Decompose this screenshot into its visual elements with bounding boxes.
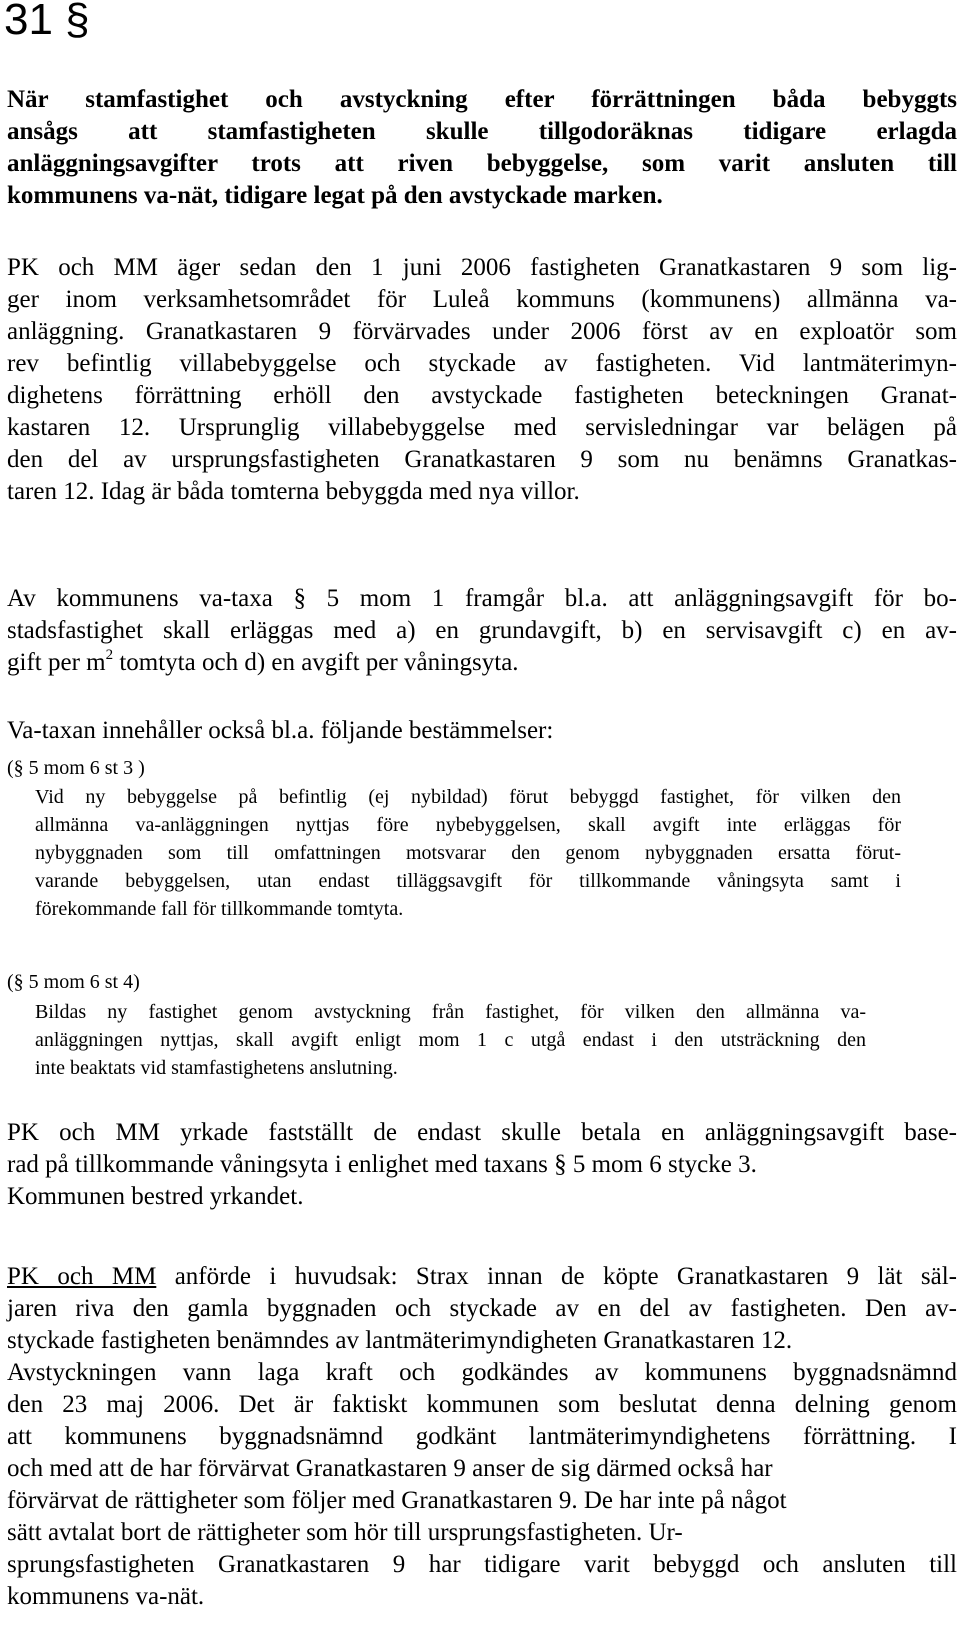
tariff-line: stadsfastighet skall erläggas med a) en grundavgift, b) en servisavgift c) en av- <box>7 617 957 644</box>
superscript: 2 <box>105 647 114 663</box>
quote-line: Vid ny bebyggelse på befintlig (ej nybildad) förut bebyggd fastighet, för vilken den <box>35 786 901 808</box>
summary-line: När stamfastighet och avstyckning efter förrättningen båda bebyggts <box>7 86 957 113</box>
argument-line: sprungsfastigheten Granatkastaren 9 har tidigare varit bebyggd och ansluten till <box>7 1551 957 1578</box>
tariff-line: Av kommunens va-taxa § 5 mom 1 framgår bl.a. att anläggningsavgift för bo- <box>7 585 957 612</box>
tariff-paragraph <box>7 583 957 679</box>
argument-line: sätt avtalat bort de rättigheter som hör till ursprungsfastigheten. Ur- <box>7 1519 683 1546</box>
quote-line: nybyggnaden som till omfattningen motsvarar den genom nybyggnaden ersatta förut- <box>35 842 901 864</box>
facts-line: taren 12. Idag är båda tomterna bebyggda med nya villor. <box>7 478 580 505</box>
summary-line: kommunens va-nät, tidigare legat på den avstyckade marken. <box>7 182 663 209</box>
quote-line: inte beaktats vid stamfastighetens anslutning. <box>35 1057 398 1079</box>
summary-line: ansågs att stamfastigheten skulle tillgodoräknas tidigare erlagda <box>7 118 957 145</box>
quote-line: varande bebyggelsen, utan endast tilläggsavgift för tillkommande våningsyta samt i <box>35 870 901 892</box>
facts-line: dighetens förrättning erhöll den avstyckade fastigheten beteckningen Granat- <box>7 382 957 409</box>
argument-line: den 23 maj 2006. Det är faktiskt kommunen som beslutat denna delning genom <box>7 1391 957 1418</box>
quote-line: Bildas ny fastighet genom avstyckning från fastighet, för vilken den allmänna va- <box>35 1001 866 1023</box>
argument-line: styckade fastigheten benämndes av lantmäterimyndigheten Granatkastaren 12. <box>7 1327 793 1354</box>
argument-line: Avstyckningen vann laga kraft och godkändes av kommunens byggnadsnämnd <box>7 1359 957 1386</box>
facts-line: kastaren 12. Ursprunglig villabebyggelse med servisledningar var belägen på <box>7 414 957 441</box>
facts-line: den del av ursprungsfastigheten Granatkastaren 9 som nu benämns Granatkas- <box>7 446 957 473</box>
quote-line: förekommande fall för tillkommande tomtyta. <box>35 898 404 920</box>
section-heading: 31 § <box>4 0 90 44</box>
argument-line: förvärvat de rättigheter som följer med Granatkastaren 9. De har inte på något <box>7 1487 787 1514</box>
argument-line: kommunens va-nät. <box>7 1583 205 1610</box>
claim-line: Kommunen bestred yrkandet. <box>7 1183 304 1210</box>
facts-line: PK och MM äger sedan den 1 juni 2006 fastigheten Granatkastaren 9 som lig- <box>7 254 957 281</box>
quote-line: anläggningen nyttjas, skall avgift enligt mom 1 c utgå endast i den utsträckning den <box>35 1029 866 1051</box>
quote-reference <box>7 968 907 996</box>
provisions-intro-line: Va-taxan innehåller också bl.a. följande bestämmelser: <box>7 717 554 744</box>
summary-paragraph <box>7 84 957 212</box>
provisions-intro <box>7 715 957 747</box>
argument-paragraph <box>7 1261 957 1613</box>
argument-line: att kommunens byggnadsnämnd godkänt lantmäterimyndighetens förrättning. I <box>7 1423 957 1450</box>
facts-line: rev befintlig villabebyggelse och styckade av fastigheten. Vid lantmäterimyn- <box>7 350 957 377</box>
claim-paragraph <box>7 1117 957 1213</box>
argument-line: PK och MM anförde i huvudsak: Strax innan de köpte Granatkastaren 9 lät säl- <box>7 1263 957 1290</box>
claim-line: PK och MM yrkade fastställt de endast skulle betala en anläggningsavgift base- <box>7 1119 957 1146</box>
quote-line: allmänna va-anläggningen nyttjas före nybebyggelsen, skall avgift inte erläggas för <box>35 814 901 836</box>
quote-reference-line: (§ 5 mom 6 st 4) <box>7 971 140 993</box>
argument-line: jaren riva den gamla byggnaden och styckade av en del av fastigheten. Den av- <box>7 1295 957 1322</box>
quote-reference <box>7 754 907 782</box>
quote-block <box>35 998 866 1082</box>
facts-line: anläggning. Granatkastaren 9 förvärvades under 2006 först av en exploatör som <box>7 318 957 345</box>
tariff-line: gift per $m^2$ tomtyta och d) en avgift per våningsyta. <box>7 647 519 676</box>
quote-block <box>35 783 901 923</box>
facts-paragraph <box>7 252 957 508</box>
party-name: PK och MM <box>7 1263 157 1290</box>
argument-line: och med att de har förvärvat Granatkastaren 9 anser de sig därmed också har <box>7 1455 773 1482</box>
facts-line: ger inom verksamhetsområdet för Luleå kommuns (kommunens) allmänna va- <box>7 286 957 313</box>
summary-line: anläggningsavgifter trots att riven bebyggelse, som varit ansluten till <box>7 150 957 177</box>
quote-reference-line: (§ 5 mom 6 st 3 ) <box>7 757 145 779</box>
claim-line: rad på tillkommande våningsyta i enlighet med taxans § 5 mom 6 stycke 3. <box>7 1151 757 1178</box>
